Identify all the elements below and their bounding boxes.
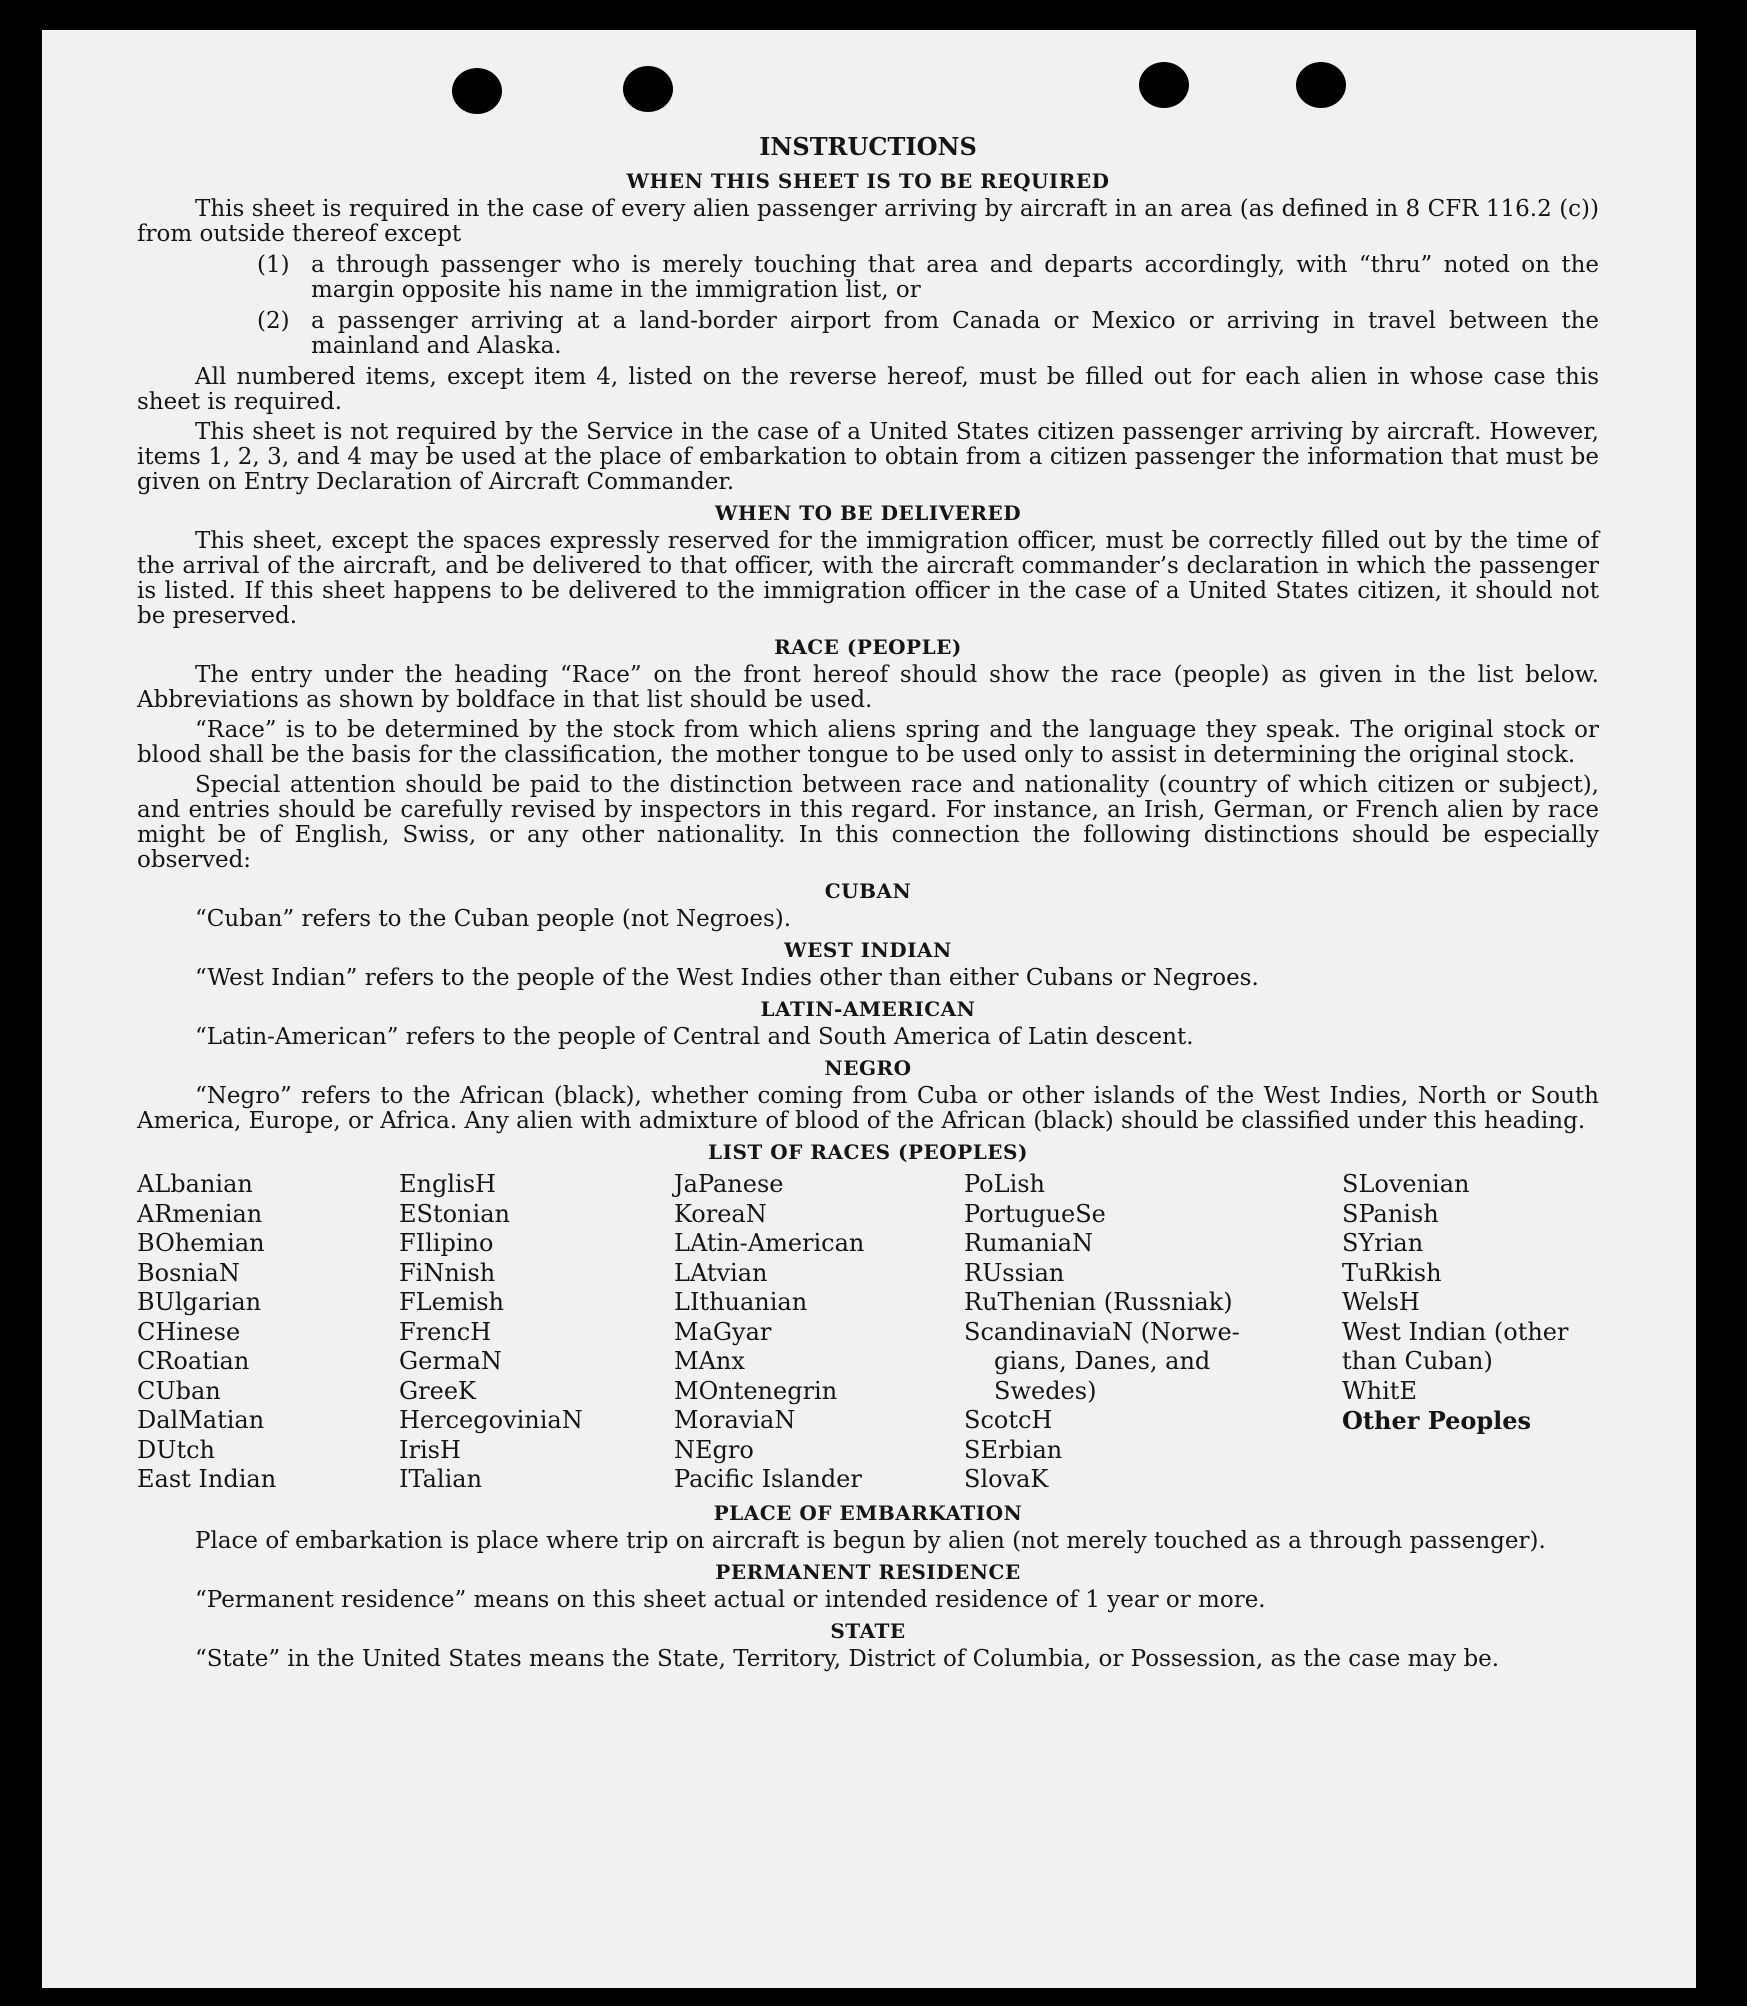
list-item: JaPanese <box>674 1170 784 1198</box>
list-item: WelsH <box>1342 1288 1420 1316</box>
list-item: RUssian <box>964 1258 1065 1287</box>
races-column <box>1342 1170 1599 1495</box>
list-item: DalMatian <box>137 1406 265 1434</box>
list-item: LAtin-American <box>674 1229 865 1257</box>
list-item: BUlgarian <box>137 1288 262 1316</box>
section-heading: WEST INDIAN <box>784 938 952 962</box>
list-item: SlovaK <box>964 1465 1049 1493</box>
instructions-content <box>137 102 1599 1677</box>
document-page <box>42 30 1696 1988</box>
list-item: DUtch <box>137 1435 216 1464</box>
paragraph: “West Indian” refers to the people of the West Indies other than either Cubans or Negroes. <box>195 965 1259 991</box>
list-item: than Cuban) <box>1342 1347 1493 1375</box>
list-item: MoraviaN <box>674 1406 796 1434</box>
section-heading: STATE <box>830 1618 906 1643</box>
list-item: SErbian <box>964 1435 1063 1464</box>
section-heading: WHEN THIS SHEET IS TO BE REQUIRED <box>626 169 1110 193</box>
list-item: West Indian (other <box>1342 1317 1569 1346</box>
paragraph: The entry under the heading “Race” on the front hereof should show the race (people) as given in the list below. Abbreviations as shown by boldface in that list should be used. <box>137 662 1599 713</box>
list-item: TuRkish <box>1342 1258 1442 1287</box>
section-heading: CUBAN <box>824 879 912 903</box>
list-item: EnglisH <box>399 1170 496 1198</box>
list-item: ScandinaviaN (Norwe- <box>964 1317 1240 1346</box>
list-item: PortugueSe <box>964 1199 1106 1228</box>
list-item: LIthuanian <box>674 1288 808 1316</box>
list-item: LAtvian <box>674 1258 768 1287</box>
paragraph: Place of embarkation is place where trip on aircraft is begun by alien (not merely touched as a through passenger). <box>195 1527 1546 1554</box>
paragraph: “Race” is to be determined by the stock from which aliens spring and the language they speak. The original stock or blood shall be the basis for the classification, the mother tongue to be used only to assist in determining the original stock. <box>137 717 1599 768</box>
list-item: FIlipino <box>399 1229 494 1257</box>
list-item: (1) a through passenger who is merely touching that area and departs accordingly, with “thru” noted on the margin opposite his name in the immigration list, or <box>257 252 1599 303</box>
list-item: FrencH <box>399 1317 492 1346</box>
list-item: WhitE <box>1342 1376 1417 1405</box>
list-item: gians, Danes, and <box>994 1347 1211 1375</box>
races-column <box>674 1170 964 1495</box>
list-item: ITalian <box>399 1465 483 1493</box>
paragraph: “Latin-American” refers to the people of Central and South America of Latin descent. <box>195 1024 1194 1050</box>
section-heading: WHEN TO BE DELIVERED <box>714 501 1022 525</box>
races-column <box>137 1170 399 1495</box>
list-item: HercegoviniaN <box>399 1406 583 1434</box>
list-item: SPanish <box>1342 1199 1439 1228</box>
list-item: IrisH <box>399 1435 461 1464</box>
paragraph: Special attention should be paid to the distinction between race and nationality (country of which citizen or subject), and entries should be carefully revised by inspectors in this regard. For instance, an Irish, German, or French alien by race might be of English, Swiss, or any other nationality. In this connection the following distinctions should be especially observed: <box>137 772 1599 873</box>
list-item: Swedes) <box>994 1376 1097 1405</box>
section-heading: PLACE OF EMBARKATION <box>713 1500 1023 1525</box>
list-item: NEgro <box>674 1435 754 1464</box>
list-item: CRoatian <box>137 1347 250 1375</box>
list-item: PoLish <box>964 1170 1046 1198</box>
list-item: Other Peoples <box>1342 1406 1532 1435</box>
list-item: GreeK <box>399 1376 476 1405</box>
section-heading: NEGRO <box>824 1056 912 1080</box>
paragraph: This sheet is not required by the Service in the case of a United States citizen passenger arriving by aircraft. However, items 1, 2, 3, and 4 may be used at the place of embarkation to obtain from a citizen passenger the information that must be given on Entry Declaration of Aircraft Commander. <box>137 419 1599 495</box>
section-heading: LATIN-AMERICAN <box>760 997 976 1021</box>
list-item: (2) a passenger arriving at a land-border airport from Canada or Mexico or arriving in travel between the mainland and Alaska. <box>257 308 1599 359</box>
section-heading: RACE (PEOPLE) <box>774 635 962 659</box>
list-item: BOhemian <box>137 1229 265 1257</box>
list-item: FiNnish <box>399 1258 496 1287</box>
races-column <box>399 1170 674 1495</box>
paragraph: “Cuban” refers to the Cuban people (not Negroes). <box>195 906 792 932</box>
paragraph: This sheet is required in the case of every alien passenger arriving by aircraft in an area (as defined in 8 CFR 116.2 (c)) from outside thereof except <box>137 196 1599 247</box>
list-item: MOntenegrin <box>674 1376 838 1405</box>
list-item: CUban <box>137 1376 221 1405</box>
paragraph: “Permanent residence” means on this sheet actual or intended residence of 1 year or more. <box>195 1586 1266 1613</box>
list-item: RumaniaN <box>964 1229 1094 1257</box>
list-item: SLovenian <box>1342 1170 1470 1198</box>
list-item: Pacific Islander <box>674 1465 862 1493</box>
paragraph: “Negro” refers to the African (black), whether coming from Cuba or other islands of the West Indies, North or South America, Europe, or Africa. Any alien with admixture of blood of the African (black) should be classified under this heading. <box>137 1083 1599 1134</box>
paragraph: This sheet, except the spaces expressly reserved for the immigration officer, must be correctly filled out by the time of the arrival of the aircraft, and be delivered to that officer, with the aircraft commander’s declaration in which the passenger is listed. If this sheet happens to be delivered to the immigration officer in the case of a United States citizen, it should not be preserved. <box>137 528 1599 629</box>
paragraph: “State” in the United States means the State, Territory, District of Columbia, or Possession, as the case may be. <box>195 1645 1500 1672</box>
list-item: GermaN <box>399 1347 502 1375</box>
list-item: KoreaN <box>674 1199 767 1228</box>
list-item: ALbanian <box>137 1170 253 1198</box>
list-item: RuThenian (Russniak) <box>964 1288 1233 1316</box>
page-title: INSTRUCTIONS <box>759 132 977 161</box>
races-column <box>964 1170 1342 1495</box>
list-item: CHinese <box>137 1317 241 1346</box>
list-item: MAnx <box>674 1347 745 1375</box>
paragraph: All numbered items, except item 4, listed on the reverse hereof, must be filled out for each alien in whose case this sheet is required. <box>137 364 1599 415</box>
list-item: MaGyar <box>674 1317 772 1346</box>
section-heading: LIST OF RACES (PEOPLES) <box>708 1140 1028 1164</box>
races-list <box>137 1170 1599 1495</box>
list-item: SYrian <box>1342 1229 1424 1257</box>
list-item: ARmenian <box>137 1199 263 1228</box>
list-item: East Indian <box>137 1465 277 1493</box>
list-item: FLemish <box>399 1288 504 1316</box>
section-heading: PERMANENT RESIDENCE <box>715 1559 1021 1584</box>
list-item: ScotcH <box>964 1406 1053 1434</box>
list-item: BosniaN <box>137 1258 240 1287</box>
list-item: EStonian <box>399 1199 510 1228</box>
